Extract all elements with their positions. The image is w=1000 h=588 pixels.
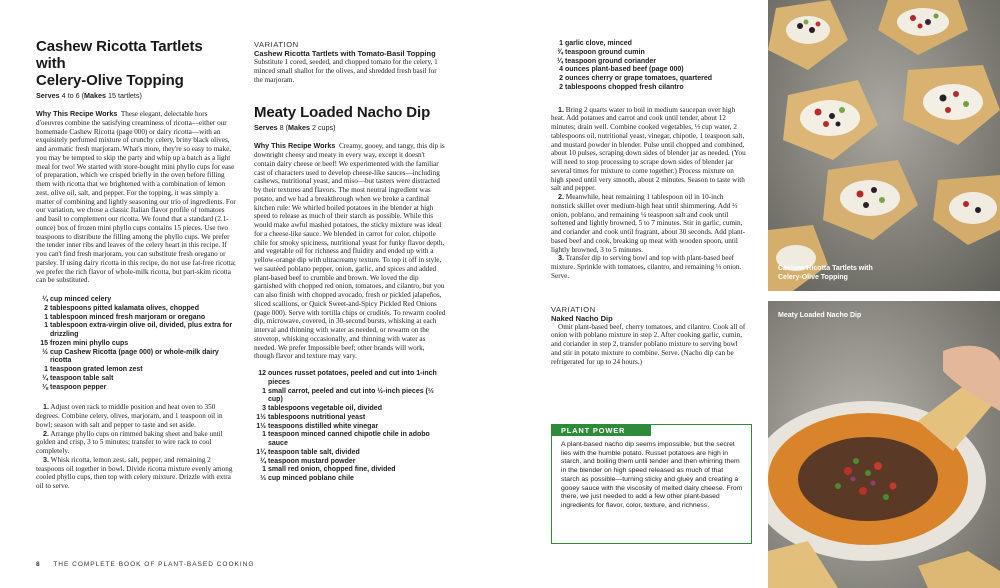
ingredient-quantity: 1: [44, 322, 48, 330]
ingredient-text: teaspoon minced canned chipotle chile in adobo sauce: [268, 431, 430, 447]
ingredient-text: teaspoon ground coriander: [565, 57, 657, 65]
nacho-dip-illustration: [768, 301, 1000, 588]
ingredient-list-continued: [551, 40, 748, 93]
step-text: Bring 2 quarts water to boil in medium saucepan over high heat. Add potatoes and carrot and cook until tender, about 12 minutes; drain well. Combine cooked vegetables, ⅓ cup water, 2 tablespoons oil, nutritional yeast, vinegar, chipotle, 1 teaspoon salt, and mustard powder in blender. Pulse until chopped and combined, about 10 pulses, scraping down sides of blender jar as needed. (You will need to stop processing to scrape down sides of blender jar several times for mixture to come together.) Process mixture on high speed until very smooth, about 2 minutes. Season to taste with salt and pepper.: [551, 105, 746, 193]
step-text: Adjust oven rack to middle position and heat oven to 350 degrees. Combine celery, olives, marjoram, and 1 teaspoon oil in bowl; season with salt and pepper to taste and set aside.: [36, 403, 223, 429]
step-text: Transfer dip to serving bowl and top with plant-based beef mixture. Sprinkle with tomatoes, cilantro, and remaining ⅓ onion. Serve.: [551, 254, 742, 280]
ingredient-quantity: 1: [44, 366, 48, 373]
why-this-recipe-works: Why This Recipe Works Creamy, gooey, and tangy, this dip is downright cheesy and meaty in every way, except it doesn't contain dairy cheese or beef! We experimented with the familiar cast of characters used to develop cheese-like sauces—including cashews, nutritional yeast, and miso—but tasters were distracted by their textures and flavors. The most neutral ingredient was potato, and we had a breakthrough when we broke a cardinal kitchen rule: We whirled boiled potatoes in the blender at high speed to release as much of their starch as possible. While this would make awful mashed potatoes, the sticky mixture was ideal for a cheese-like sauce. We blended in carrot for color, chipotle chile for smoky spiciness, nutritional yeast for funky flavor depth, and vegetable oil for richness and fluidity and ended up with a yellow-orange dip with ultracreamy texture. To top it off in style, we sautéed poblano pepper, onion, garlic, and spices and added plant-based beef to crumble and brown. We loved the dip garnished with chopped red onion, tomatoes, and cilantro, but you can also finish with chopped avocado, fresh or pickled jalapeños, sliced scallions, or Quick Sweet-and-Spicy Pickled Red Onions (page 000). Serve with tortilla chips or crudités. To rewarm cooled dip, microwave, covered, in 30-second bursts, whisking at each interval and thinning with water as needed, or rewarm on the stovetop, whisking occasionally, and thinning with water as needed. We prefer Impossible beef; other brands will work, though flavor and texture may vary.: [254, 141, 446, 361]
ingredient-quantity: 15: [40, 339, 48, 347]
method-step: [36, 430, 236, 456]
ingredient-quantity: ⅓: [260, 475, 266, 482]
ingredient-quantity: ¼: [260, 457, 266, 465]
ingredient-quantity: ¼: [557, 57, 563, 65]
ingredient-item: [254, 466, 446, 475]
ingredient-text: ounces cherry or grape tomatoes, quartered: [565, 75, 713, 82]
ingredient-item: [551, 49, 748, 58]
method-step: [36, 403, 236, 429]
plant-power-text: A plant-based nacho dip seems impossible, but the secret lies with the humble potato. Russet potatoes are high in starch, and boiling them until tender and then whirring them in the blender on high speed released as much of that starch as possible—turning sticky and gluey and creating a gooey sauce with the viscosity of melted dairy cheese. From there, we just needed to add a few other plant-based ingredients for flavor, color, texture, and richness.: [561, 441, 743, 509]
ingredient-text: teaspoon pepper: [50, 383, 107, 391]
ingredient-quantity: ½: [42, 348, 48, 356]
ingredient-item: [254, 423, 446, 432]
method-steps: [36, 403, 236, 491]
ingredient-item: [551, 75, 748, 84]
ingredient-quantity: 1: [262, 431, 266, 439]
ingredient-quantity: 1½: [256, 422, 266, 430]
ingredient-text: tablespoons pitted kalamata olives, chopped: [50, 304, 199, 312]
step-number: 1.: [43, 402, 49, 412]
method-step: [551, 106, 748, 194]
ingredient-item: [551, 84, 748, 93]
plant-power-box: [551, 424, 752, 544]
ingredient-item: [551, 58, 748, 67]
ingredient-item: [36, 384, 236, 393]
ingredient-text: tablespoons vegetable oil, divided: [268, 405, 382, 412]
ingredient-text: teaspoon ground cumin: [565, 48, 645, 56]
middle-column: [254, 40, 446, 484]
ingredient-text: tablespoons nutritional yeast: [268, 413, 366, 421]
ingredient-text: small red onion, chopped fine, divided: [268, 466, 396, 474]
ingredient-text: teaspoons distilled white vinegar: [268, 422, 379, 430]
ingredient-quantity: 3: [262, 405, 266, 412]
variation-title: Naked Nacho Dip: [551, 313, 613, 323]
ingredient-item: [36, 296, 236, 305]
page-number: 8: [36, 561, 41, 568]
ingredient-item: [551, 66, 748, 75]
ingredient-list: [36, 296, 236, 392]
left-column: [36, 38, 236, 491]
ingredient-item: [551, 40, 748, 49]
ingredient-quantity: 12: [258, 370, 266, 377]
ingredient-quantity: 1¼: [256, 448, 266, 456]
ingredient-text: tablespoon minced fresh marjoram or oregano: [50, 313, 206, 321]
ingredient-item: [36, 314, 236, 323]
ingredient-text: cup minced celery: [50, 296, 112, 303]
ingredient-text: cup minced poblano chile: [268, 475, 354, 482]
ingredient-quantity: 2: [559, 83, 563, 91]
ingredient-list: [254, 370, 446, 484]
ingredient-item: [254, 449, 446, 458]
step-number: 3.: [558, 253, 564, 263]
ingredient-item: [36, 340, 236, 349]
method-steps: [551, 106, 748, 281]
step-text: Arrange phyllo cups on rimmed baking sheet and bake until golden and crisp, 3 to 5 minutes; transfer to wire rack to cool completely.: [36, 429, 223, 455]
step-text: Meanwhile, heat remaining 1 tablespoon oil in 10-inch nonstick skillet over medium-high heat until shimmering. Add ⅔ onion, poblano, and remaining ¼ teaspoon salt and cook until softened and lightly browned, 5 to 7 minutes. Stir in garlic, cumin, and coriander and cook until fragrant, about 30 seconds. Add plant-based beef and cook, breaking up meat with wooden spoon, until lightly browned, 3 to 5 minutes.: [551, 193, 746, 254]
ingredient-text: cup Cashew Ricotta (page 000) or whole-milk dairy ricotta: [50, 348, 219, 365]
right-column: [551, 40, 748, 366]
method-step: [551, 193, 748, 254]
ingredient-item: [254, 414, 446, 423]
step-number: 3.: [43, 454, 49, 464]
recipe-title: Meaty Loaded Nacho Dip: [254, 104, 431, 122]
variation-text: Substitute 1 cored, seeded, and chopped tomato for the celery, 1 minced small shallot for the olives, and shredded fresh basil for the marjoram.: [254, 58, 438, 84]
why-this-recipe-works: Why This Recipe Works These elegant, delectable hors d'oeuvres combine the satisfying creaminess of ricotta—either our homemade Cashew Ricotta (page 000) or dairy ricotta—with an exquisitely perfumed mixture of crunchy celery, briny black olives, and aromatic fresh marjoram. What's more, they're so easy to make, you may be tempted to skip the party and whip up a batch as a light meal for two! We started with store-bought mini phyllo cups for ease of preparation, which we crisped briefly in the oven before filling them with ricotta that we brightened with a combination of lemon zest, olive oil, salt, and pepper. For the topping, it was simply a matter of combining and lightly seasoning our trio of ingredients. For our variation, we chose a classic Italian flavor profile of tomatoes and basil to complement our ricotta. We found that a standard (2.1-ounce) box of frozen mini phyllo cups contains 15 pieces. Use two teaspoons to distribute the filling among the phyllo cups. We prefer the tender inner ribs and leaves of the celery heart in this recipe. If you can't find fresh marjoram, you can substitute fresh oregano or parsley. If using dairy ricotta in this recipe, do not use fat-free ricotta; we prefer the rich flavor of whole-milk ricotta, but part-skim ricotta can be substituted.: [36, 109, 236, 285]
method-step: [36, 456, 236, 491]
variation-title: Cashew Ricotta Tartlets with Tomato-Basil Topping: [254, 49, 436, 58]
book-title: THE COMPLETE BOOK OF PLANT-BASED COOKING: [53, 561, 255, 568]
page-footer: [36, 561, 254, 568]
ingredient-quantity: 1: [262, 466, 266, 474]
photo-caption: Meaty Loaded Nacho Dip: [778, 312, 862, 319]
ingredient-item: [36, 322, 236, 340]
ingredient-text: ounces plant-based beef (page 000): [565, 66, 684, 74]
ingredient-text: frozen mini phyllo cups: [50, 339, 129, 347]
ingredient-quantity: ¼: [42, 374, 48, 382]
tartlets-illustration: [768, 0, 1000, 291]
ingredient-text: teaspoon table salt: [50, 374, 114, 382]
ingredient-text: ounces russet potatoes, peeled and cut into 1-inch pieces: [268, 370, 437, 386]
step-number: 1.: [558, 104, 564, 114]
variation-label: VARIATION: [254, 40, 299, 49]
step-number: 2.: [558, 192, 564, 201]
ingredient-quantity: ¾: [557, 48, 563, 56]
ingredient-text: small carrot, peeled and cut into ½-inch pieces (⅓ cup): [268, 387, 434, 404]
ingredient-quantity: ¼: [42, 296, 48, 303]
ingredient-item: [254, 431, 446, 449]
ingredient-item: [36, 375, 236, 384]
tartlets-photo: [768, 0, 1000, 291]
nacho-dip-photo: [768, 301, 1000, 588]
step-text: Whisk ricotta, lemon zest, salt, pepper, and remaining 2 teaspoons oil together in bowl. Divide ricotta mixture evenly among cooled phyllo cups, then top with celery mixture. Drizzle with extra oil to serve.: [36, 455, 233, 490]
ingredient-text: teaspoon table salt, divided: [268, 448, 360, 456]
ingredient-quantity: ⅛: [42, 383, 48, 391]
ingredient-item: [36, 366, 236, 375]
recipe-serves: Serves 4 to 6 (Makes 15 tartlets): [36, 91, 142, 100]
ingredient-quantity: 1: [44, 313, 48, 321]
ingredient-item: [36, 305, 236, 314]
ingredient-text: garlic clove, minced: [565, 40, 632, 47]
ingredient-text: teaspoon mustard powder: [268, 457, 356, 465]
ingredient-item: [254, 458, 446, 467]
step-number: 2.: [43, 428, 49, 438]
ingredient-quantity: 1½: [256, 413, 266, 421]
ingredient-quantity: 2: [559, 75, 563, 82]
ingredient-item: [254, 370, 446, 388]
plant-power-label: PLANT POWER: [552, 425, 651, 436]
ingredient-quantity: 1: [262, 387, 266, 395]
ingredient-text: teaspoon grated lemon zest: [50, 366, 143, 373]
ingredient-quantity: 2: [44, 304, 48, 312]
variation-label: VARIATION: [551, 304, 596, 314]
ingredient-quantity: 1: [559, 40, 563, 47]
ingredient-quantity: 4: [559, 66, 563, 74]
recipe-title: Cashew Ricotta Tartlets with Celery-Olive Topping: [36, 38, 203, 89]
ingredient-item: [36, 349, 236, 367]
ingredient-item: [254, 475, 446, 484]
ingredient-text: tablespoons chopped fresh cilantro: [565, 83, 684, 91]
ingredient-item: [254, 405, 446, 414]
recipe-serves: Serves 8 (Makes 2 cups): [254, 123, 336, 133]
photo-caption: Cashew Ricotta Tartlets with Celery-Olive Topping: [778, 265, 873, 281]
ingredient-text: tablespoon extra-virgin olive oil, divided, plus extra for drizzling: [50, 322, 233, 338]
ingredient-item: [254, 388, 446, 406]
method-step: [551, 254, 748, 280]
variation-text: Omit plant-based beef, cherry tomatoes, and cilantro. Cook all of onion with poblano mixture in step 2. After cooking garlic, cumin, and coriander in step 2, transfer poblano mixture to serving bowl and stir in potato mixture to combine. Serve. (Nacho dip can be refrigerated for up to 24 hours.): [551, 322, 746, 366]
